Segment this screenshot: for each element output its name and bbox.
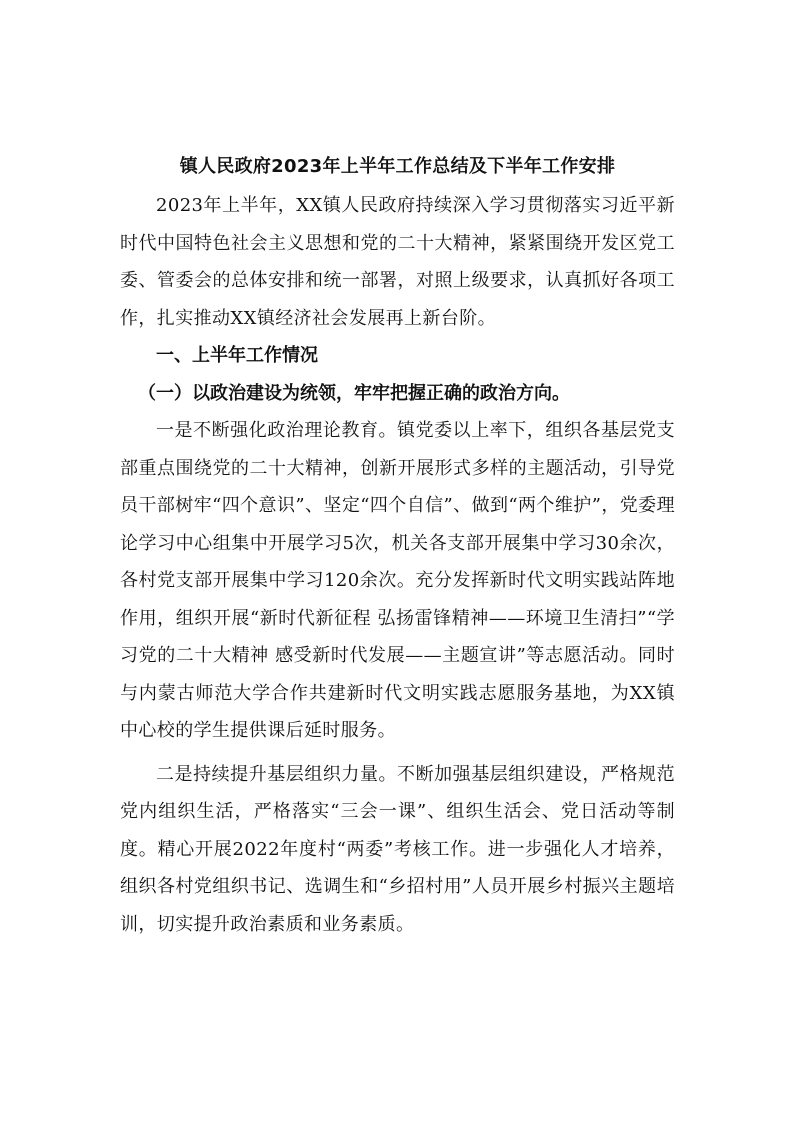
body-paragraph-2: 二是持续提升基层组织力量。不断加强基层组织建设，严格规范党内组织生活，严格落实“三会一课”、组织生活会、党日活动等制度。精心开展2022年度村“两委”考核工作。进一步强化人才培养，组织各村党组织书记、选调生和“乡招村用”人员开展乡村振兴主题培训，切实提升政治素质和业务素质。 [120,763,675,935]
intro-paragraph: 2023年上半年，XX镇人民政府持续深入学习贯彻落实习近平新时代中国特色社会主义思想和党的二十大精神，紧紧围绕开发区党工委、管委会的总体安排和统一部署，对照上级要求，认真抓好各项工作，扎实推动XX镇经济社会发展再上新台阶。 [120,195,675,329]
document-body [120,155,675,943]
body-paragraph-1: 一是不断强化政治理论教育。镇党委以上率下，组织各基层党支部重点围绕党的二十大精神，创新开展形式多样的主题活动，引导党员干部树牢“四个意识”、坚定“四个自信”、做到“两个维护”，党委理论学习中心组集中开展学习5次，机关各支部开展集中学习30余次，各村党支部开展集中学习120余次。充分发挥新时代文明实践站阵地作用，组织开展“新时代新征程 弘扬雷锋精神——环境卫生清扫”“学习党的二十大精神 感受新时代发展——主题宣讲”等志愿活动。同时与内蒙古师范大学合作共建新时代文明实践志愿服务基地，为XX镇中心校的学生提供课后延时服务。 [120,420,675,741]
subsection-heading: （一）以政治建设为统领，牢牢把握正确的政治方向。 [138,382,570,404]
document-title: 镇人民政府2023年上半年工作总结及下半年工作安排 [179,156,616,177]
section-heading: 一、上半年工作情况 [156,345,318,366]
